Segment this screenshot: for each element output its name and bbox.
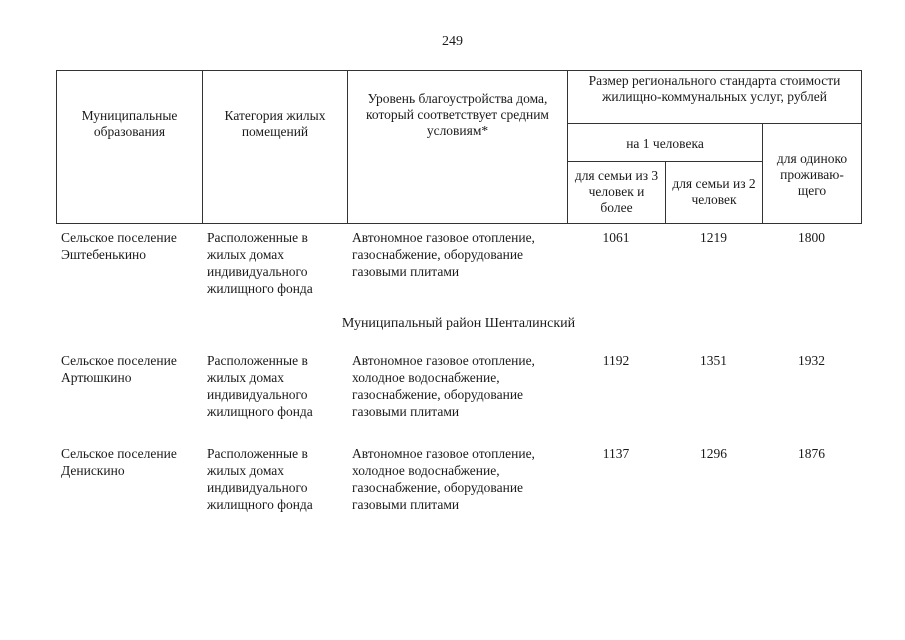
page-number: 249	[442, 34, 463, 49]
level-cell: Автономное газовое отопление, холодное водоснабжение, газоснабжение, оборудование газовыми плитами	[352, 353, 535, 419]
single-cell: 1876	[798, 446, 825, 461]
family2-cell: 1296	[700, 446, 727, 461]
family3-cell: 1192	[602, 353, 630, 368]
header-family2: для семьи из 2 человек	[666, 162, 763, 224]
category-cell: Расположенные в жилых домах индивидуального жилищного фонда	[207, 230, 313, 296]
header-standard-size: Размер регионального стандарта стоимости жилищно-коммунальных услуг, рублей	[568, 71, 862, 124]
category-cell: Расположенные в жилых домах индивидуального жилищного фонда	[207, 353, 313, 419]
level-cell: Автономное газовое отопление, газоснабжение, оборудование газовыми плитами	[352, 230, 535, 279]
municipality-cell: Сельское поселение Денискино	[61, 446, 177, 478]
header-per-person: на 1 человека	[568, 124, 763, 162]
family3-cell: 1061	[602, 230, 630, 245]
table-header	[56, 70, 862, 224]
family2-cell: 1351	[700, 353, 727, 368]
header-municipality: Муниципальные образования	[57, 71, 203, 224]
level-cell: Автономное газовое отопление, холодное водоснабжение, газоснабжение, оборудование газовыми плитами	[352, 446, 535, 512]
district-heading: Муниципальный район Шенталинский	[341, 316, 576, 331]
header-category: Категория жилых помещений	[203, 71, 348, 224]
family2-cell: 1219	[700, 230, 727, 245]
header-family3: для семьи из 3 человек и более	[568, 162, 666, 224]
family3-cell: 1137	[602, 446, 630, 461]
header-single: для одиноко проживаю-щего	[763, 124, 862, 224]
category-cell: Расположенные в жилых домах индивидуального жилищного фонда	[207, 446, 313, 512]
header-level: Уровень благоустройства дома, который соответствует средним условиям*	[348, 71, 568, 224]
single-cell: 1932	[798, 353, 825, 368]
municipality-cell: Сельское поселение Эштебенькино	[61, 230, 177, 262]
single-cell: 1800	[798, 230, 825, 245]
municipality-cell: Сельское поселение Артюшкино	[61, 353, 177, 385]
